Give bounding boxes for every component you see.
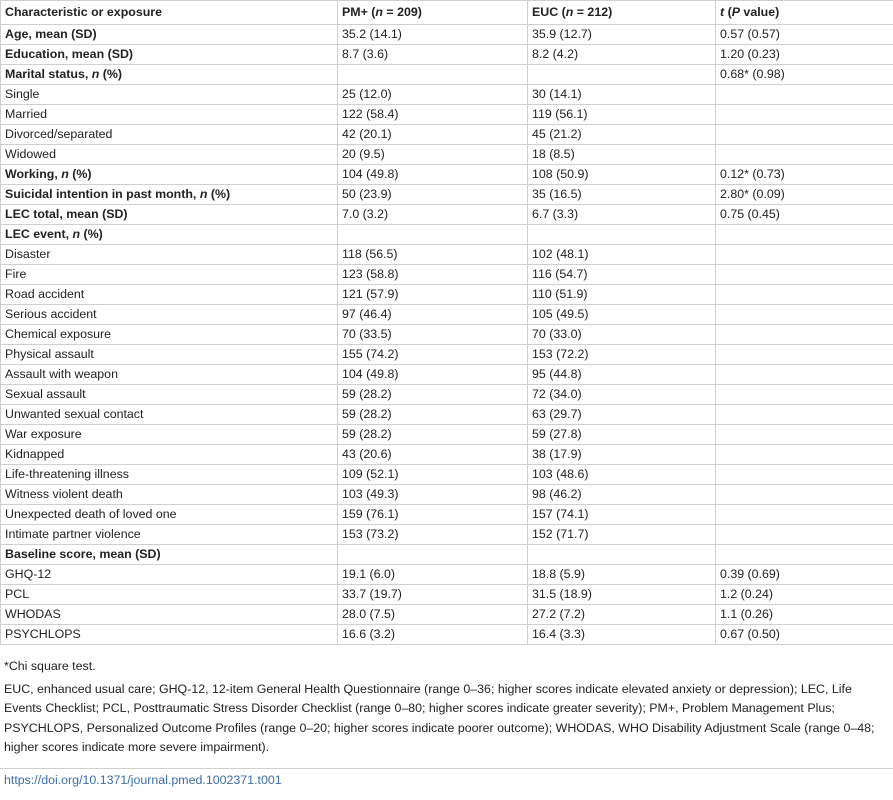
row-label: Age, mean (SD): [1, 25, 338, 45]
cell-t-value: [716, 465, 893, 485]
cell-euc: [528, 545, 716, 565]
cell-pm-plus: 28.0 (7.5): [338, 605, 528, 625]
cell-t-value: [716, 505, 893, 525]
cell-t-value: [716, 85, 893, 105]
table-row: [1, 265, 893, 285]
cell-euc: 59 (27.8): [528, 425, 716, 445]
cell-t-value: [716, 105, 893, 125]
row-label: Physical assault: [1, 345, 338, 365]
table-row: [1, 585, 893, 605]
header-euc: EUC (n = 212): [528, 1, 716, 25]
table-row: [1, 365, 893, 385]
table-row: [1, 625, 893, 645]
cell-t-value: 0.39 (0.69): [716, 565, 893, 585]
row-label: PSYCHLOPS: [1, 625, 338, 645]
cell-pm-plus: 19.1 (6.0): [338, 565, 528, 585]
row-label: Single: [1, 85, 338, 105]
row-label: WHODAS: [1, 605, 338, 625]
row-label: Suicidal intention in past month, n (%): [1, 185, 338, 205]
cell-euc: 119 (56.1): [528, 105, 716, 125]
cell-pm-plus: 42 (20.1): [338, 125, 528, 145]
cell-pm-plus: 104 (49.8): [338, 365, 528, 385]
cell-euc: 157 (74.1): [528, 505, 716, 525]
table-row: [1, 225, 893, 245]
cell-pm-plus: 121 (57.9): [338, 285, 528, 305]
cell-euc: [528, 225, 716, 245]
cell-euc: 38 (17.9): [528, 445, 716, 465]
cell-t-value: 0.12* (0.73): [716, 165, 893, 185]
cell-t-value: [716, 245, 893, 265]
cell-t-value: 1.2 (0.24): [716, 585, 893, 605]
cell-euc: 105 (49.5): [528, 305, 716, 325]
cell-euc: 30 (14.1): [528, 85, 716, 105]
table-row: [1, 165, 893, 185]
cell-t-value: [716, 485, 893, 505]
cell-pm-plus: 35.2 (14.1): [338, 25, 528, 45]
table-row: [1, 305, 893, 325]
cell-pm-plus: 70 (33.5): [338, 325, 528, 345]
cell-pm-plus: 97 (46.4): [338, 305, 528, 325]
cell-pm-plus: 43 (20.6): [338, 445, 528, 465]
table-row: [1, 45, 893, 65]
cell-t-value: [716, 405, 893, 425]
row-label: Life-threatening illness: [1, 465, 338, 485]
cell-t-value: 1.1 (0.26): [716, 605, 893, 625]
cell-t-value: 0.67 (0.50): [716, 625, 893, 645]
table-row: [1, 485, 893, 505]
cell-t-value: [716, 345, 893, 365]
header-t-value: t (P value): [716, 1, 893, 25]
cell-pm-plus: 59 (28.2): [338, 405, 528, 425]
table-row: [1, 525, 893, 545]
row-label: Marital status, n (%): [1, 65, 338, 85]
cell-t-value: [716, 365, 893, 385]
table-row: [1, 385, 893, 405]
cell-t-value: 1.20 (0.23): [716, 45, 893, 65]
row-label: GHQ-12: [1, 565, 338, 585]
table-row: [1, 285, 893, 305]
abbreviations-footnote: EUC, enhanced usual care; GHQ-12, 12-item General Health Questionnaire (range 0–36; higher scores indicate elevated anxiety or depression); LEC, Life Events Checklist; PCL, Posttraumatic Stress Disorder Checklist (range 0–80; higher scores indicate greater severity); PM+, Problem Management Plus; PSYCHLOPS, Personalized Outcome Profiles (range 0–20; higher scores indicate poorer outcome); WHODAS, WHO Disability Adjustment Scale (range 0–48; higher scores indicate more severe impairment).: [4, 681, 875, 754]
row-label: War exposure: [1, 425, 338, 445]
table-row: [1, 405, 893, 425]
cell-euc: 35.9 (12.7): [528, 25, 716, 45]
cell-t-value: [716, 385, 893, 405]
cell-euc: 6.7 (3.3): [528, 205, 716, 225]
cell-t-value: [716, 225, 893, 245]
row-label: Intimate partner violence: [1, 525, 338, 545]
table-row: [1, 185, 893, 205]
row-label: Unwanted sexual contact: [1, 405, 338, 425]
cell-pm-plus: 59 (28.2): [338, 425, 528, 445]
cell-euc: 45 (21.2): [528, 125, 716, 145]
row-label: Baseline score, mean (SD): [1, 545, 338, 565]
table-row: [1, 105, 893, 125]
row-label: Serious accident: [1, 305, 338, 325]
table-body: [1, 25, 893, 645]
row-label: Widowed: [1, 145, 338, 165]
row-label: Divorced/separated: [1, 125, 338, 145]
cell-euc: 35 (16.5): [528, 185, 716, 205]
cell-pm-plus: [338, 545, 528, 565]
cell-t-value: [716, 145, 893, 165]
cell-pm-plus: 122 (58.4): [338, 105, 528, 125]
cell-t-value: [716, 125, 893, 145]
header-characteristic: Characteristic or exposure: [1, 1, 338, 25]
row-label: Kidnapped: [1, 445, 338, 465]
cell-pm-plus: 109 (52.1): [338, 465, 528, 485]
row-label: Road accident: [1, 285, 338, 305]
row-label: Education, mean (SD): [1, 45, 338, 65]
table-row: [1, 425, 893, 445]
table-row: [1, 505, 893, 525]
row-label: Working, n (%): [1, 165, 338, 185]
cell-euc: 8.2 (4.2): [528, 45, 716, 65]
table-row: [1, 465, 893, 485]
cell-t-value: 0.57 (0.57): [716, 25, 893, 45]
row-label: Fire: [1, 265, 338, 285]
row-label: Sexual assault: [1, 385, 338, 405]
cell-pm-plus: 16.6 (3.2): [338, 625, 528, 645]
chi-square-footnote: *Chi square test.: [4, 659, 96, 673]
row-label: Witness violent death: [1, 485, 338, 505]
cell-pm-plus: 118 (56.5): [338, 245, 528, 265]
cell-pm-plus: 59 (28.2): [338, 385, 528, 405]
cell-pm-plus: 33.7 (19.7): [338, 585, 528, 605]
table-row: [1, 325, 893, 345]
cell-pm-plus: 159 (76.1): [338, 505, 528, 525]
row-label: PCL: [1, 585, 338, 605]
cell-t-value: [716, 545, 893, 565]
table-row: [1, 25, 893, 45]
cell-t-value: 0.75 (0.45): [716, 205, 893, 225]
header-pm-plus: PM+ (n = 209): [338, 1, 528, 25]
cell-euc: 116 (54.7): [528, 265, 716, 285]
row-label: LEC total, mean (SD): [1, 205, 338, 225]
cell-pm-plus: 50 (23.9): [338, 185, 528, 205]
cell-pm-plus: 8.7 (3.6): [338, 45, 528, 65]
row-label: Married: [1, 105, 338, 125]
cell-t-value: 0.68* (0.98): [716, 65, 893, 85]
cell-pm-plus: 25 (12.0): [338, 85, 528, 105]
cell-t-value: [716, 525, 893, 545]
cell-euc: 103 (48.6): [528, 465, 716, 485]
table-row: [1, 245, 893, 265]
cell-pm-plus: 103 (49.3): [338, 485, 528, 505]
cell-euc: 102 (48.1): [528, 245, 716, 265]
cell-euc: 70 (33.0): [528, 325, 716, 345]
cell-t-value: [716, 445, 893, 465]
table-row: [1, 565, 893, 585]
cell-pm-plus: [338, 225, 528, 245]
cell-euc: 27.2 (7.2): [528, 605, 716, 625]
table-row: [1, 445, 893, 465]
cell-euc: 98 (46.2): [528, 485, 716, 505]
cell-pm-plus: [338, 65, 528, 85]
cell-euc: 63 (29.7): [528, 405, 716, 425]
cell-euc: 18.8 (5.9): [528, 565, 716, 585]
table-row: [1, 85, 893, 105]
cell-pm-plus: 153 (73.2): [338, 525, 528, 545]
table-row: [1, 605, 893, 625]
table-row: [1, 345, 893, 365]
doi-link[interactable]: https://doi.org/10.1371/journal.pmed.1002371.t001: [4, 772, 282, 787]
row-label: Chemical exposure: [1, 325, 338, 345]
cell-euc: 108 (50.9): [528, 165, 716, 185]
cell-pm-plus: 155 (74.2): [338, 345, 528, 365]
cell-euc: 95 (44.8): [528, 365, 716, 385]
cell-euc: [528, 65, 716, 85]
row-label: Unexpected death of loved one: [1, 505, 338, 525]
table-row: [1, 205, 893, 225]
cell-pm-plus: 7.0 (3.2): [338, 205, 528, 225]
cell-pm-plus: 104 (49.8): [338, 165, 528, 185]
cell-t-value: 2.80* (0.09): [716, 185, 893, 205]
cell-euc: 110 (51.9): [528, 285, 716, 305]
cell-t-value: [716, 285, 893, 305]
cell-t-value: [716, 425, 893, 445]
cell-t-value: [716, 265, 893, 285]
cell-euc: 153 (72.2): [528, 345, 716, 365]
cell-pm-plus: 123 (58.8): [338, 265, 528, 285]
table-header-row: [1, 1, 893, 25]
table-row: [1, 145, 893, 165]
cell-euc: 31.5 (18.9): [528, 585, 716, 605]
cell-euc: 152 (71.7): [528, 525, 716, 545]
table-row: [1, 65, 893, 85]
row-label: Assault with weapon: [1, 365, 338, 385]
cell-euc: 72 (34.0): [528, 385, 716, 405]
row-label: LEC event, n (%): [1, 225, 338, 245]
cell-t-value: [716, 325, 893, 345]
table-row: [1, 125, 893, 145]
cell-euc: 18 (8.5): [528, 145, 716, 165]
row-label: Disaster: [1, 245, 338, 265]
cell-euc: 16.4 (3.3): [528, 625, 716, 645]
cell-pm-plus: 20 (9.5): [338, 145, 528, 165]
cell-t-value: [716, 305, 893, 325]
table-row: [1, 545, 893, 565]
